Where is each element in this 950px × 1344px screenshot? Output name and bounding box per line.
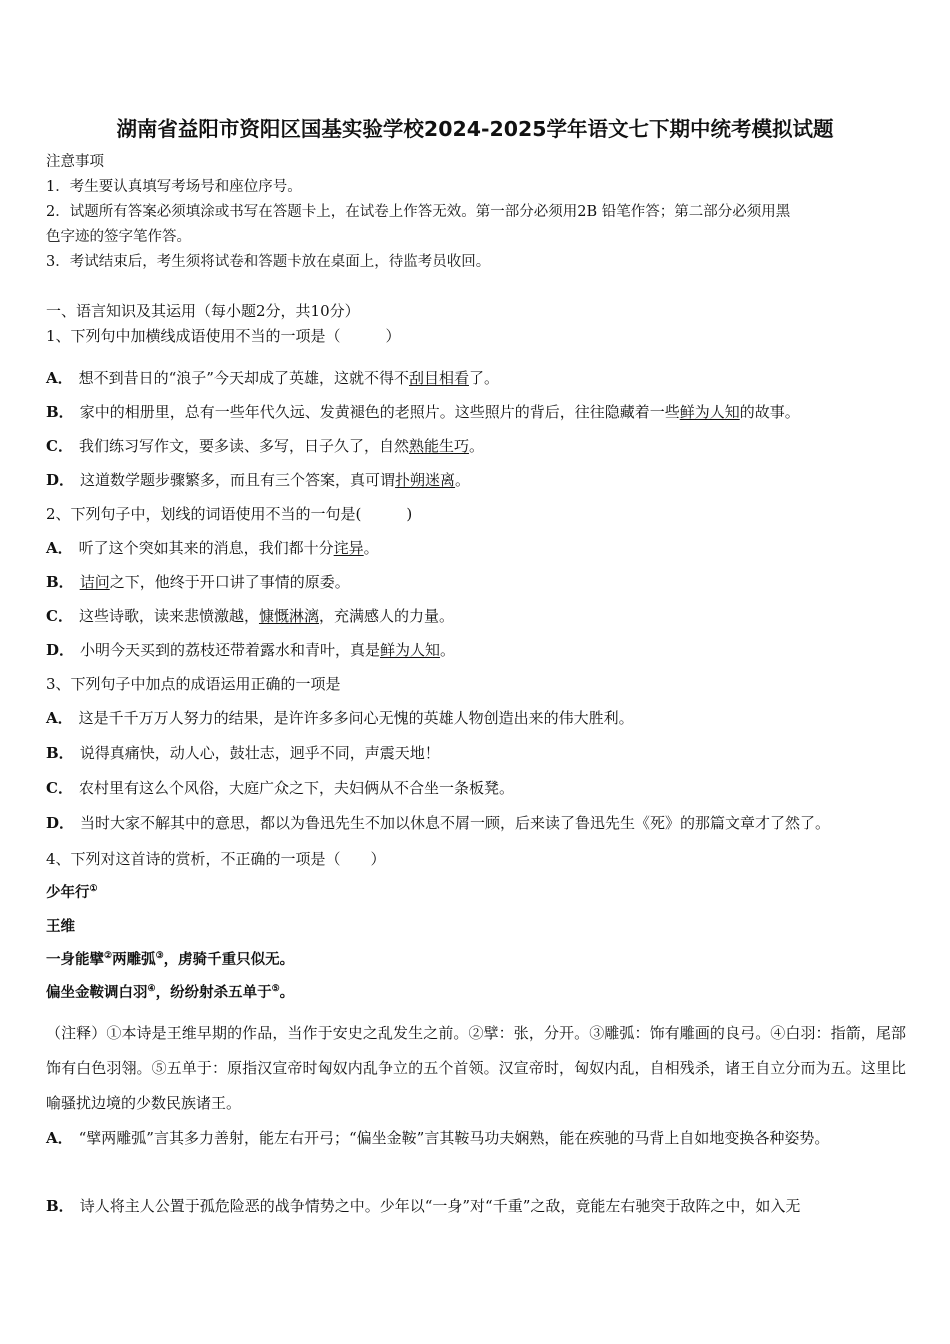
- question-1-option-c: C． 我们练习写作文，要多读、多写，日子久了，自然熟能生巧。: [46, 437, 484, 455]
- question-2-option-b: B． 诘问之下，他终于开口讲了事情的原委。: [46, 573, 350, 591]
- question-2-option-a: A． 听了这个突如其来的消息，我们都十分诧异。: [46, 539, 379, 557]
- notice-heading: 注意事项: [46, 154, 104, 170]
- question-3-option-b: B． 说得真痛快，动人心，鼓壮志，迥乎不同，声震天地！: [46, 744, 440, 762]
- question-1-stem: 1、下列句中加横线成语使用不当的一项是（ ）: [46, 327, 401, 345]
- notice-item-2-cont: 色字迹的签字笔作答。: [46, 229, 191, 245]
- poem-line-1: 一身能擘②两雕弧③，虏骑千重只似无。: [46, 951, 295, 968]
- poem-line-2: 偏坐金鞍调白羽④，纷纷射杀五单于⑤。: [46, 984, 295, 1001]
- question-3-stem: 3、下列句子中加点的成语运用正确的一项是: [46, 675, 341, 693]
- question-2-option-d: D． 小明今天买到的荔枝还带着露水和青叶，真是鲜为人知。: [46, 641, 456, 659]
- poem-title: 少年行①: [46, 884, 98, 901]
- poem-notes: （注释）①本诗是王维早期的作品，当作于安史之乱发生之前。②擘：张，分开。③雕弧：饰有雕画的良弓。④白羽：指箭，尾部饰有白色羽翎。⑤五单于：原指汉宣帝时匈奴内乱争立的五个首领。汉宣帝时，匈奴内乱，自相残杀，诸王自立分而为五。这里比喻骚扰边境的少数民族诸王。: [46, 1024, 906, 1112]
- question-4-option-a: A． “擘两雕弧”言其多力善射，能左右开弓；“偏坐金鞍”言其鞍马功夫娴熟，能在疾驰的马背上自如地变换各种姿势。: [46, 1129, 830, 1147]
- notice-item-3: 3．考试结束后，考生须将试卷和答题卡放在桌面上，待监考员收回。: [46, 254, 491, 270]
- question-1-option-a: A． 想不到昔日的“浪子”今天却成了英雄，这就不得不刮目相看了。: [46, 369, 500, 387]
- question-2-stem: 2、下列句子中，划线的词语使用不当的一句是( ): [46, 505, 413, 523]
- page-title: 湖南省益阳市资阳区国基实验学校2024-2025学年语文七下期中统考模拟试题: [116, 117, 834, 141]
- question-3-option-c: C． 农村里有这么个风俗，大庭广众之下，夫妇俩从不合坐一条板凳。: [46, 779, 514, 797]
- poem-author: 王维: [46, 918, 75, 935]
- question-1-option-b: B． 家中的相册里，总有一些年代久远、发黄褪色的老照片。这些照片的背后，往往隐藏着一些鲜为人知的故事。: [46, 403, 800, 421]
- question-4-stem: 4、下列对这首诗的赏析，不正确的一项是（ ）: [46, 850, 386, 868]
- section-heading: 一、语言知识及其运用（每小题2分，共10分）: [46, 302, 360, 320]
- question-2-option-c: C． 这些诗歌，读来悲愤激越，慷慨淋漓，充满感人的力量。: [46, 607, 454, 625]
- question-1-option-d: D． 这道数学题步骤繁多，而且有三个答案，真可谓扑朔迷离。: [46, 471, 471, 489]
- notice-item-1: 1．考生要认真填写考场号和座位序号。: [46, 179, 302, 195]
- notice-item-2: 2．试题所有答案必须填涂或书写在答题卡上，在试卷上作答无效。第一部分必须用2B 铅笔作答；第二部分必须用黑: [46, 204, 791, 220]
- question-3-option-a: A． 这是千千万万人努力的结果，是许许多多问心无愧的英雄人物创造出来的伟大胜利。: [46, 709, 634, 727]
- question-4-option-b: B． 诗人将主人公置于孤危险恶的战争情势之中。少年以“一身”对“千重”之敌，竟能左右驰突于敌阵之中，如入无: [46, 1197, 801, 1215]
- question-3-option-d: D． 当时大家不解其中的意思，都以为鲁迅先生不加以休息不屑一顾，后来读了鲁迅先生《死》的那篇文章才了然了。: [46, 814, 831, 832]
